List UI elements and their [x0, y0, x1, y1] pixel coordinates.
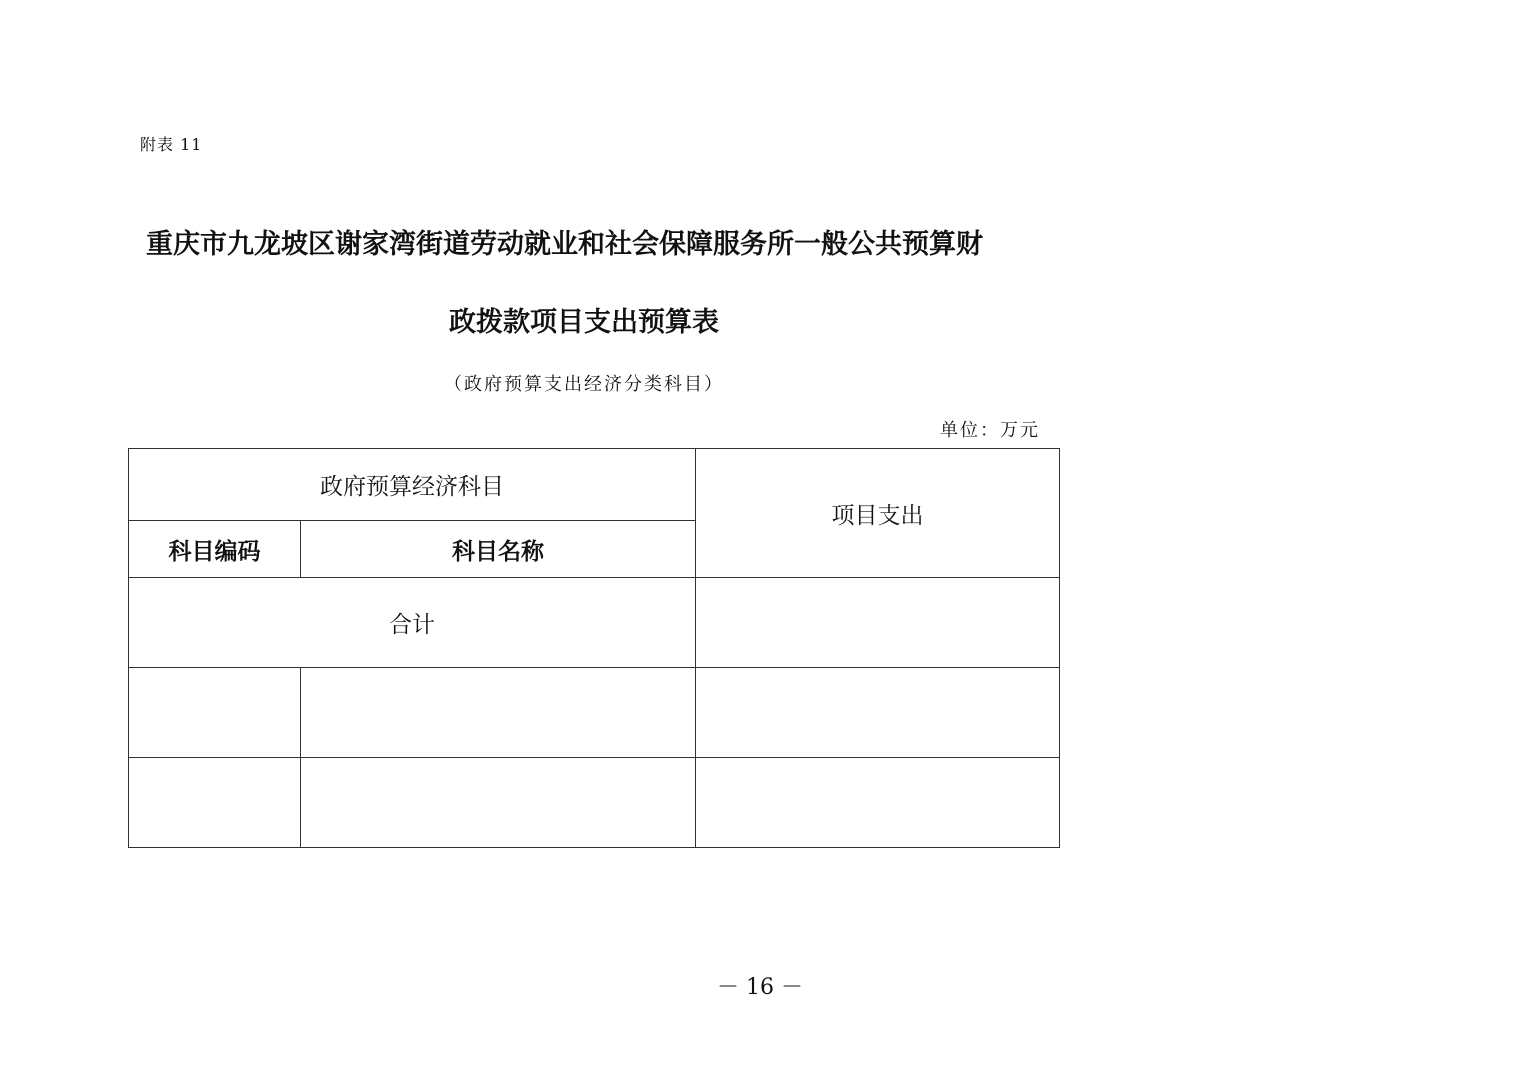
project-amount-cell [696, 668, 1060, 758]
subject-code-cell [129, 668, 301, 758]
project-amount-cell [696, 758, 1060, 848]
budget-table [128, 448, 1060, 848]
table-row [129, 758, 1060, 848]
total-label: 合计 [129, 578, 696, 668]
table-header-row [129, 449, 1060, 521]
subject-name-cell [301, 758, 696, 848]
header-project-expenditure: 项目支出 [696, 449, 1060, 578]
header-subject-code: 科目编码 [129, 521, 301, 578]
subject-name-cell [301, 668, 696, 758]
total-value [696, 578, 1060, 668]
document-subtitle: （政府预算支出经济分类科目） [444, 374, 724, 395]
table-total-row [129, 578, 1060, 668]
header-subject-name: 科目名称 [301, 521, 696, 578]
table-row [129, 668, 1060, 758]
header-economic-subject: 政府预算经济科目 [129, 449, 696, 521]
document-title-line-1: 重庆市九龙坡区谢家湾街道劳动就业和社会保障服务所一般公共预算财 [146, 229, 983, 260]
document-title-line-2: 政拨款项目支出预算表 [449, 307, 719, 338]
unit-label: 单位：万元 [940, 420, 1040, 441]
page-number: － 16 － [717, 975, 803, 1000]
attachment-label: 附表 11 [140, 135, 203, 154]
subject-code-cell [129, 758, 301, 848]
